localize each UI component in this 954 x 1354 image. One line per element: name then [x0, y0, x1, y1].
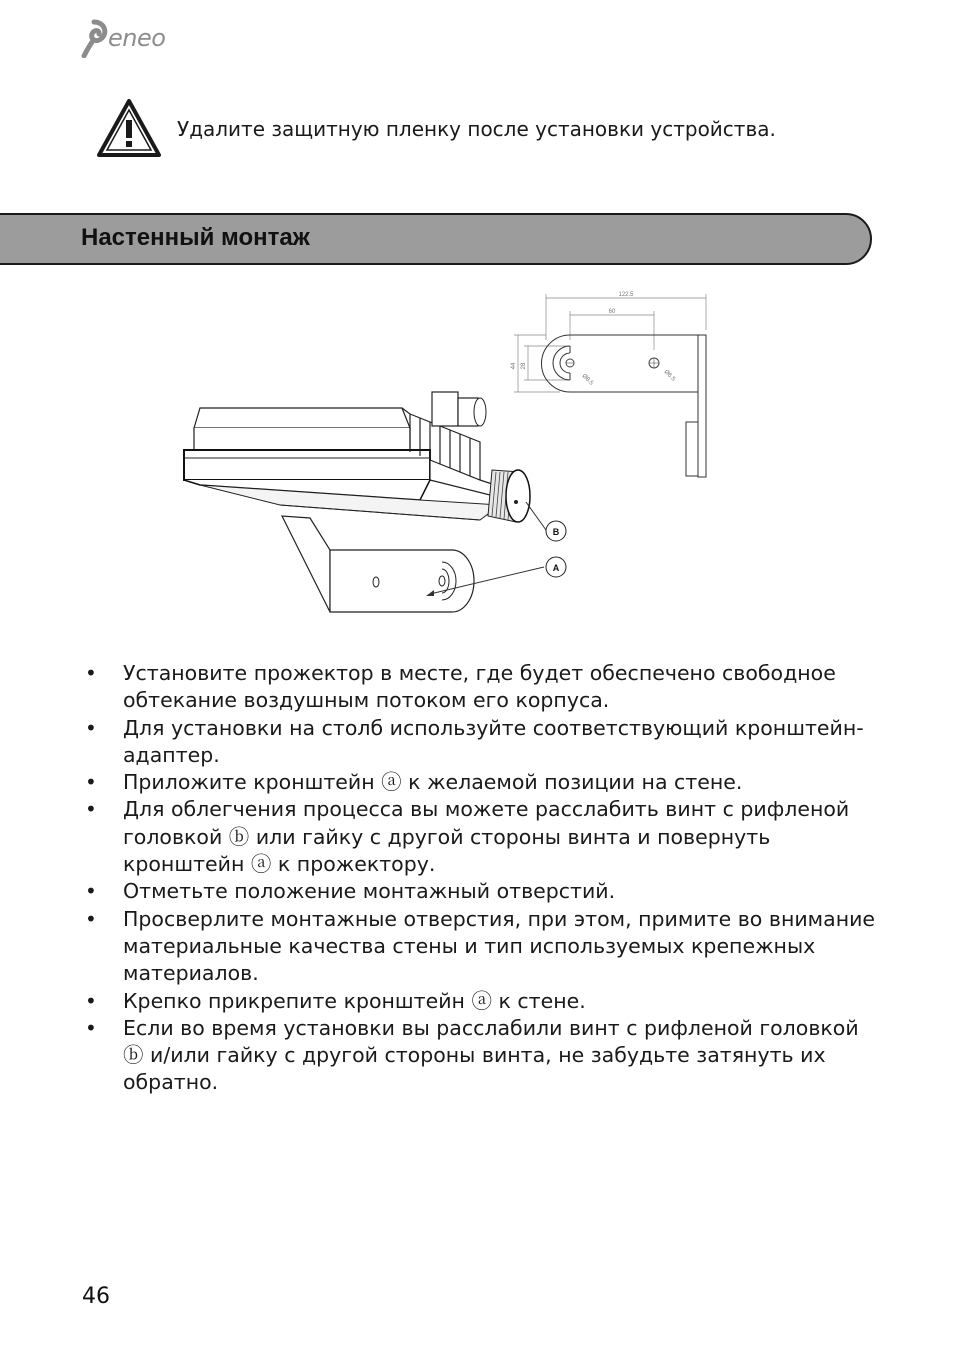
- dim-hole-spacing: 60: [608, 309, 616, 315]
- wall-bracket: [282, 516, 474, 612]
- page-number: 46: [82, 1284, 110, 1309]
- instruction-item: • Просверлите монтажные отверстия, при этом, примите во внимание материальные качества стены и тип используемых крепежных материалов.: [83, 906, 883, 988]
- dim-height-inner: 28: [521, 362, 527, 370]
- dim-hole-label-1: Ø8.5: [580, 373, 595, 387]
- logo-text: eneo: [108, 24, 166, 52]
- instruction-item: • Для установки на столб используйте соответствующий кронштейн-адаптер.: [83, 715, 883, 770]
- logo-mark-icon: [80, 18, 110, 58]
- mounting-illustration: [170, 280, 730, 625]
- bracket-technical-drawing: [514, 294, 706, 477]
- instruction-list: [83, 660, 883, 1097]
- callout-a-label: A: [552, 563, 560, 573]
- instruction-item: • Приложите кронштейн ⓐ к желаемой позиции на стене.: [83, 769, 883, 796]
- callout-b-label: B: [552, 527, 560, 537]
- section-title: Настенный монтаж: [81, 224, 310, 251]
- instruction-item: • Для облегчения процесса вы можете расслабить винт с рифленой головкой ⓑ или гайку с другой стороны винта и повернуть кронштейн ⓐ к прожектору.: [83, 796, 883, 878]
- dim-total-width: 122.5: [618, 292, 634, 298]
- instruction-item: • Крепко прикрепите кронштейн ⓐ к стене.: [83, 988, 883, 1015]
- warning-text: Удалите защитную пленку после установки устройства.: [177, 117, 776, 141]
- eneo-logo: [80, 18, 190, 58]
- dim-height-outer: 44: [511, 362, 517, 370]
- floodlight-body: [184, 392, 530, 522]
- dim-hole-label-2: Ø6.5: [662, 369, 677, 383]
- instruction-item: • Если во время установки вы расслабили винт с рифленой головкой ⓑ и/или гайку с другой стороны винта, не забудьте затянуть их обратно.: [83, 1015, 883, 1097]
- warning-icon: [96, 98, 162, 158]
- instruction-item: • Отметьте положение монтажный отверстий.: [83, 878, 883, 905]
- instruction-item: • Установите прожектор в месте, где будет обеспечено свободное обтекание воздушным потоком его корпуса.: [83, 660, 883, 715]
